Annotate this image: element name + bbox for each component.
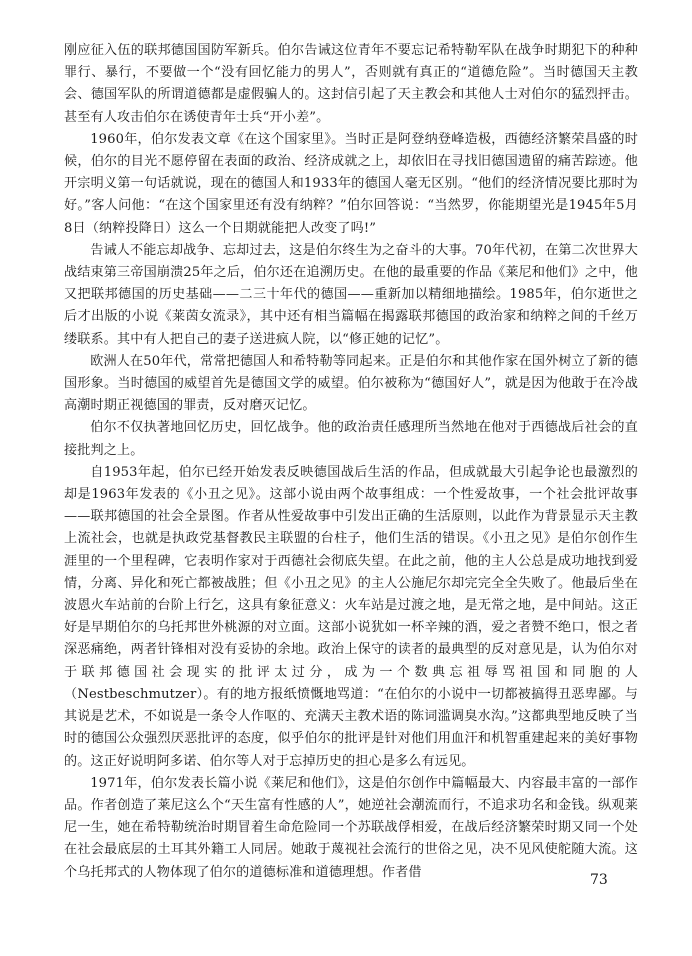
paragraph-4: 欧洲人在50年代，常常把德国人和希特勒等同起来。正是伯尔和其他作家在国外树立了新的德国形象。当时德国的威望首先是德国文学的威望。伯尔被称为“德国好人”，就是因为他敢于在冷战高潮时期正视德国的罪责，反对磨灭记忆。	[64, 353, 638, 414]
page-body	[64, 40, 638, 884]
paragraph-6: 自1953年起，伯尔已经开始发表反映德国战后生活的作品，但成就最大引起争论也最激烈的却是1963年发表的《小丑之见》。这部小说由两个故事组成：一个性爱故事，一个社会批评故事——联邦德国的社会全景图。作者从性爱故事中引发出正确的生活原则，以此作为背景显示天主教上流社会，也就是执政党基督教民主联盟的台柱子，他们生活的错误。《小丑之见》是伯尔创作生涯里的一个里程碑，它表明作家对于西德社会彻底失望。在此之前，他的主人公总是成功地找到爱情，分离、异化和死亡都被战胜；但《小丑之见》的主人公施尼尔却完完全全失败了。他最后坐在波恩火车站前的台阶上行乞，这具有象征意义：火车站是过渡之地，是无常之地，是中间站。这正好是早期伯尔的乌托邦世外桃源的对立面。这部小说犹如一杯辛辣的酒，爱之者赞不绝口，恨之者深恶痛绝，两者针锋相对没有妥协的余地。政治上保守的读者的最典型的反对意见是，认为伯尔对于联邦德国社会现实的批评太过分，成为一个数典忘祖辱骂祖国和同胞的人（Nestbeschmutzer）。有的地方报纸愤慨地骂道：“在伯尔的小说中一切都被搞得丑恶卑鄙。与其说是艺术，不如说是一条令人作呕的、充满天主教术语的陈词滥调臭水沟。”这都典型地反映了当时的德国公众强烈厌恶批评的态度，似乎伯尔的批评是针对他们用血汗和机智重建起来的美好事物的。这正好说明阿多诺、伯尔等人对于忘掉历史的担心是多么有远见。	[64, 464, 638, 769]
page-number: 73	[590, 872, 608, 888]
paragraph-3: 告诫人不能忘却战争、忘却过去，这是伯尔终生为之奋斗的大事。70年代初，在第二次世界大战结束第三帝国崩溃25年之后，伯尔还在追溯历史。在他的最重要的作品《莱尼和他们》之中，他又把联邦德国的历史基础——二三十年代的德国——重新加以精细地描绘。1985年，伯尔逝世之后才出版的小说《莱茵女流录》，其中还有相当篇幅在揭露联邦德国的政治家和纳粹之间的千丝万缕联系。其中有人把自己的妻子送进疯人院，以“修正她的记忆”。	[64, 242, 638, 347]
paragraph-5: 伯尔不仅执著地回忆历史，回忆战争。他的政治责任感理所当然地在他对于西德战后社会的直接批判之上。	[64, 420, 638, 458]
paragraph-1: 刚应征入伍的联邦德国国防军新兵。伯尔告诫这位青年不要忘记希特勒军队在战争时期犯下的种种罪行、暴行，不要做一个“没有回忆能力的男人”，否则就有真正的“道德危险”。当时德国天主教会、德国军队的所谓道德都是虚假骗人的。这封信引起了天主教会和其他人士对伯尔的猛烈抨击。甚至有人攻击伯尔在诱使青年士兵“开小差”。	[64, 43, 638, 125]
paragraph-2: 1960年，伯尔发表文章《在这个国家里》。当时正是阿登纳登峰造极，西德经济繁荣昌盛的时候，伯尔的目光不愿停留在表面的政治、经济成就之上，却依旧在寻找旧德国遗留的痛苦踪迹。他开宗明义第一句话就说，现在的德国人和1933年的德国人毫无区别。“他们的经济情况要比那时为好。”客人问他：“在这个国家里还有没有纳粹？”伯尔回答说：“当然罗，你能期望光是1945年5月8日（纳粹投降日）这么一个日期就能把人改变了吗!”	[64, 131, 638, 236]
paragraph-7: 1971年，伯尔发表长篇小说《莱尼和他们》，这是伯尔创作中篇幅最大、内容最丰富的一部作品。作者创造了莱尼这么个“天生富有性感的人”，她逆社会潮流而行，不追求功名和金钱。纵观莱尼一生，她在希特勒统治时期冒着生命危险同一个苏联战俘相爱，在战后经济繁荣时期又同一个处在社会最底层的土耳其外籍工人同居。她敢于蔑视社会流行的世俗之见，决不见风使舵随大流。这个乌托邦式的人物体现了伯尔的道德标准和道德理想。作者借	[64, 775, 638, 880]
